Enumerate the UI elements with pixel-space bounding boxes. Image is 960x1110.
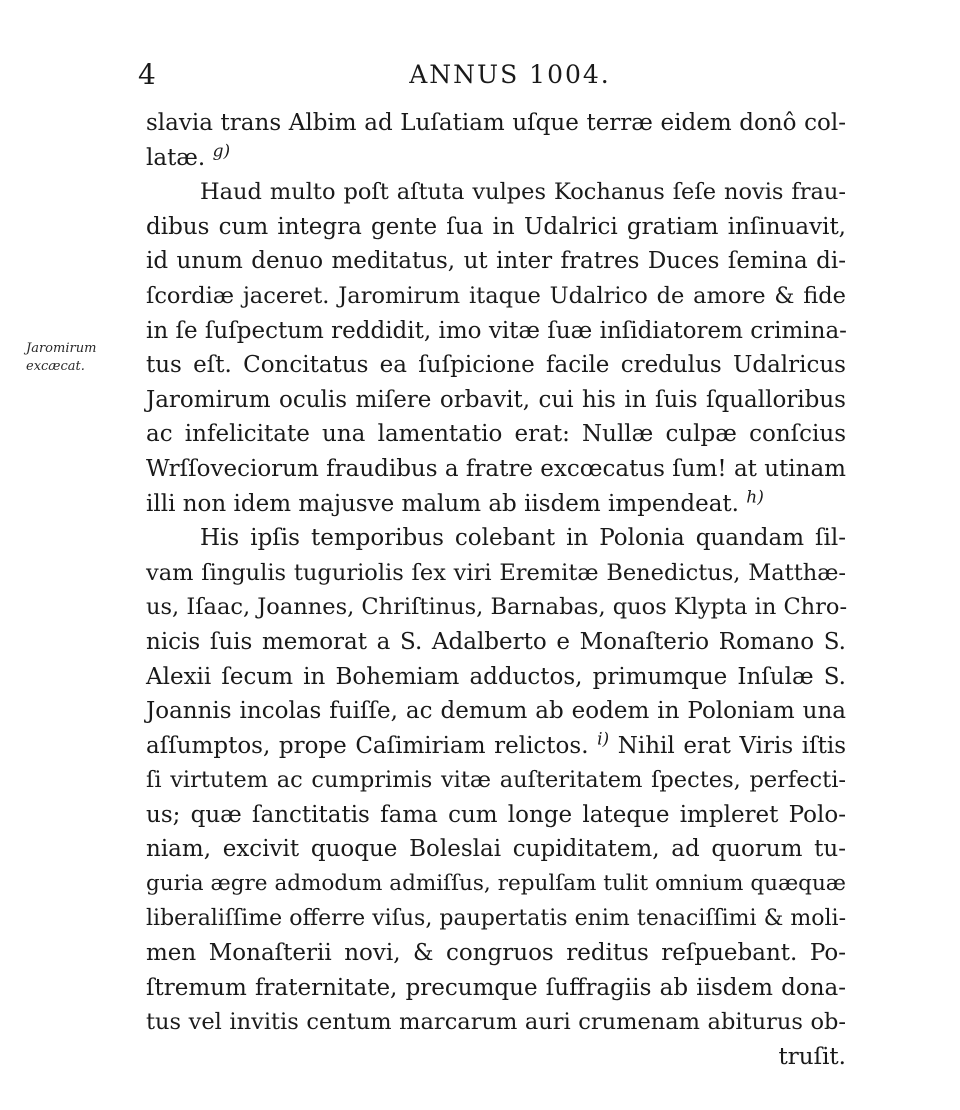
footnote-ref: i) — [597, 729, 610, 750]
text-line: truſit. — [778, 1044, 846, 1071]
body-text — [146, 106, 846, 1075]
text-line: ac infelicitate una lamentatio erat: Nullæ culpæ conſcius — [146, 421, 846, 448]
text-line: aſſumptos, prope Caſimiriam relictos. $^{i)}$ Nihil erat Viris iſtis — [146, 729, 847, 759]
text-line: us; quæ ſanctitatis fama cum longe lateque impleret Polo- — [146, 801, 846, 828]
text-line: niam, excivit quoque Boleslai cupiditatem, ad quorum tu- — [146, 836, 846, 863]
text-line: ſcordiæ jaceret. Jaromirum itaque Udalrico de amore & fide — [146, 282, 846, 309]
text-line: Alexii ſecum in Bohemiam adductos, primumque Inſulæ S. — [146, 663, 846, 690]
running-head: ANNUS 1004. — [409, 60, 611, 89]
text-line: liberaliſſime offerre viſus, paupertatis enim tenaciſſimi & moli- — [146, 905, 846, 931]
text-line: nicis ſuis memorat a S. Adalberto e Monaſterio Romano S. — [146, 628, 846, 655]
text-line: dibus cum integra gente ſua in Udalrici gratiam inſinuavit, — [146, 213, 846, 240]
paragraph-start: Haud multo poſt aſtuta vulpes Kochanus ſeſe novis frau- — [200, 179, 846, 206]
text-line: Jaromirum oculis miſere orbavit, cui his in ſuis ſqualloribus — [146, 386, 846, 413]
text-line: vam ſingulis tuguriolis ſex viri Eremitæ Benedictus, Matthæ- — [146, 559, 846, 586]
text-line: ſtremum fraternitate, precumque ſuffragiis ab iisdem dona- — [146, 974, 846, 1001]
text-line: men Monaſterii novi, & congruos reditus reſpuebant. Po- — [146, 940, 846, 967]
text-line: Joannis incolas fuiſſe, ac demum ab eodem in Poloniam una — [146, 698, 846, 725]
paragraph-start: His ipſis temporibus colebant in Polonia quandam ſil- — [200, 525, 846, 552]
text-line: slavia trans Albim ad Luſatiam uſque terræ eidem donô col- — [146, 110, 846, 136]
text-line: id unum denuo meditatus, ut inter fratres Duces ſemina di- — [146, 248, 846, 275]
text-line: in ſe ſuſpectum reddidit, imo vitæ ſuæ inſidiatorem crimina- — [146, 317, 847, 344]
footnote-ref: h) — [746, 486, 764, 507]
page-number: 4 — [138, 58, 156, 91]
text-line: latæ. $^{g)}$ — [146, 140, 231, 171]
marginal-note-line: excæcat. — [26, 359, 85, 374]
marginal-note — [26, 340, 136, 376]
footnote-ref: g) — [212, 140, 231, 161]
text-line: guria ægre admodum admiſſus, repulſam tulit omnium quæquæ — [146, 871, 846, 897]
text-line: tus vel invitis centum marcarum auri crumenam abiturus ob- — [146, 1009, 846, 1036]
text-line: tus eſt. Concitatus ea ſuſpicione facile credulus Udalricus — [146, 352, 846, 379]
text-line: Wrſſoveciorum fraudibus a fratre excœcatus ſum! at utinam — [146, 455, 846, 482]
text-line: us, Iſaac, Joannes, Chriſtinus, Barnabas, quos Klypta in Chro- — [146, 594, 848, 621]
text-line: ſi virtutem ac cumprimis vitæ auſteritatem ſpectes, perfecti- — [146, 767, 846, 794]
marginal-note-line: Jaromirum — [26, 341, 97, 356]
text-line: illi non idem majusve malum ab iisdem impendeat. $^{h)}$ — [146, 486, 764, 517]
